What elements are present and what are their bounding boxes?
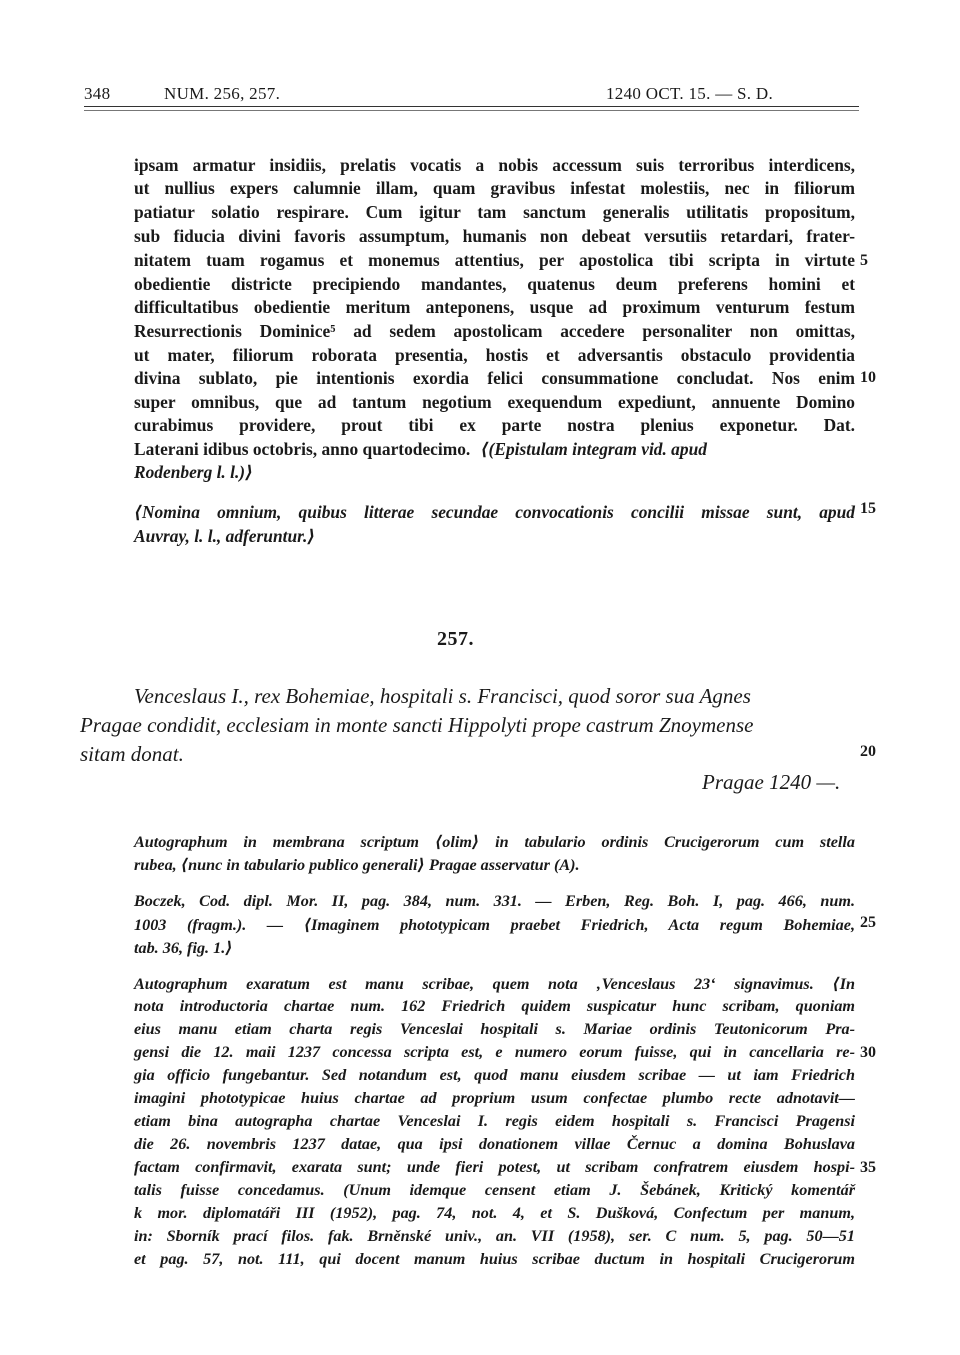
body-line: obedientie districte precipiendo mandantes, quatenus deum preferens homini et (134, 274, 855, 294)
commentary-line: eius manu etiam charta regis Venceslai hospitali s. Mariae ordinis Teutonicorum Pra- (134, 1020, 855, 1038)
title-line: Venceslaus I., rex Bohemiae, hospitali s. Francisci, quod soror sua Agnes (134, 684, 751, 708)
body-line-text: Laterani idibus octobris, anno quartodecimo. (134, 439, 471, 459)
commentary-line: Autographum exaratum est manu scribae, quem nota ‚Venceslaus 23‘ signavimus. ⟨In (134, 975, 855, 993)
line-number: 10 (860, 369, 876, 386)
commentary-line: gensi die 12. maii 1237 concessa scripta est, e numero eorum fuisse, qui in cancellaria re- (134, 1043, 855, 1061)
body-line: difficultatibus obedientie meritum anteponens, usque ad proximum venturum festum (134, 297, 855, 317)
running-header (84, 84, 859, 106)
note-line: Auvray, l. l., adferuntur.⟩ (134, 526, 316, 546)
commentary-line: in: Sborník prací filos. fak. Brněnské univ., an. VII (1958), ser. C num. 5, pag. 50—51 (134, 1227, 855, 1245)
body-line: sub fiducia divini favoris assumptum, humanis non debeat versutiis retardari, frater- (134, 226, 855, 246)
body-line (134, 439, 707, 460)
body-line: nitatem tuam rogamus et monemus attentius, per apostolica tibi scripta in virtute (134, 250, 855, 270)
body-line: ipsam armatur insidiis, prelatis vocatis a nobis accessum suis terroribus interdicens, (134, 155, 855, 175)
body-line: ut mater, filiorum roborata presentia, hostis et adversantis obstaculo providentia (134, 345, 855, 365)
line-number: 15 (860, 500, 876, 517)
note-line: ⟨Nomina omnium, quibus litterae secundae convocationis concilii missae sunt, apud (134, 502, 855, 522)
header-rule-thin (84, 110, 859, 111)
commentary-line: etiam bina autographa chartae Venceslai I. regis eidem hospitali s. Francisci Pragensi (134, 1112, 855, 1130)
page-number: 348 (84, 84, 111, 103)
commentary-line: talis fuisse concedamus. (Unum idemque censent etiam J. Šebánek, Kritický komentář (134, 1181, 855, 1199)
commentary-line: imagini phototypicae huius chartae ad proprium usum confectae plumbo recte adnotavit— (134, 1089, 855, 1107)
body-line: Resurrectionis Dominice⁵ ad sedem apostolicam accedere personaliter non omittas, (134, 321, 855, 341)
commentary-line: Boczek, Cod. dipl. Mor. II, pag. 384, num. 331. — Erben, Reg. Boh. I, pag. 466, num. (134, 892, 855, 910)
commentary-line: Autographum in membrana scriptum ⟨olim⟩ in tabulario ordinis Crucigerorum cum stella (134, 833, 855, 851)
editorial-remark: Rodenberg l. l.)⟩ (134, 462, 254, 482)
place-date: Pragae 1240 —. (702, 770, 841, 794)
line-number: 20 (860, 743, 876, 760)
line-number: 30 (860, 1044, 876, 1061)
body-line: patiatur solatio respirare. Cum igitur tam sanctum generalis utilitatis propositum, (134, 202, 855, 222)
body-line: super omnibus, que ad tantum negotium exequendum expediunt, annuente Domino (134, 392, 855, 412)
title-line: Pragae condidit, ecclesiam in monte sancti Hippolyti prope castrum Znoymense (80, 713, 754, 737)
commentary-line: tab. 36, fig. 1.⟩ (134, 939, 233, 957)
line-number: 35 (860, 1159, 876, 1176)
commentary-line: gia officio fungebantur. Sed notandum est, quod manu eiusdem scribae — ut iam Friedrich (134, 1066, 855, 1084)
editorial-remark: ⟨(Epistulam integram vid. apud (480, 439, 707, 459)
body-line: divina sublato, pie intentionis exordia felici consummatione concludat. Nos enim (134, 368, 855, 388)
commentary-line: die 26. novembris 1237 datae, qua ipsi donationem villae Černuc a domina Bohuslava (134, 1135, 855, 1153)
commentary-line: rubea, ⟨nunc in tabulario publico generali⟩ Pragae asservatur (A). (134, 856, 580, 874)
commentary-line: k mor. diplomatáři III (1952), pag. 74, not. 4, et S. Dušková, Confectum per manum, (134, 1204, 855, 1222)
line-number: 5 (860, 252, 868, 269)
body-line: curabimus providere, prout tibi ex parte nostra plenius exponetur. Dat. (134, 415, 855, 435)
commentary-line: 1003 (fragm.). — ⟨Imaginem phototypicam praebet Friedrich, Acta regum Bohemiae, (134, 916, 855, 934)
header-rule (84, 106, 859, 107)
header-date: 1240 OCT. 15. — S. D. (606, 84, 774, 103)
body-line: ut nullius expers calumnie illam, quam gravibus infestat molestiis, nec in filiorum (134, 178, 855, 198)
document-number: 257. (437, 628, 474, 650)
line-number: 25 (860, 914, 876, 931)
commentary-line: factam confirmavit, exarata sunt; unde fieri potest, ut scribam confratrem eiusdem hospi- (134, 1158, 855, 1176)
title-line: sitam donat. (80, 742, 184, 766)
document-numbers: NUM. 256, 257. (164, 84, 281, 103)
commentary-line: et pag. 57, not. 111, qui docent manum huius scribae ductum in hospitali Crucigerorum (134, 1250, 855, 1268)
commentary-line: nota introductoria chartae num. 162 Friedrich quidem suspicatur hunc scribam, quoniam (134, 997, 855, 1015)
